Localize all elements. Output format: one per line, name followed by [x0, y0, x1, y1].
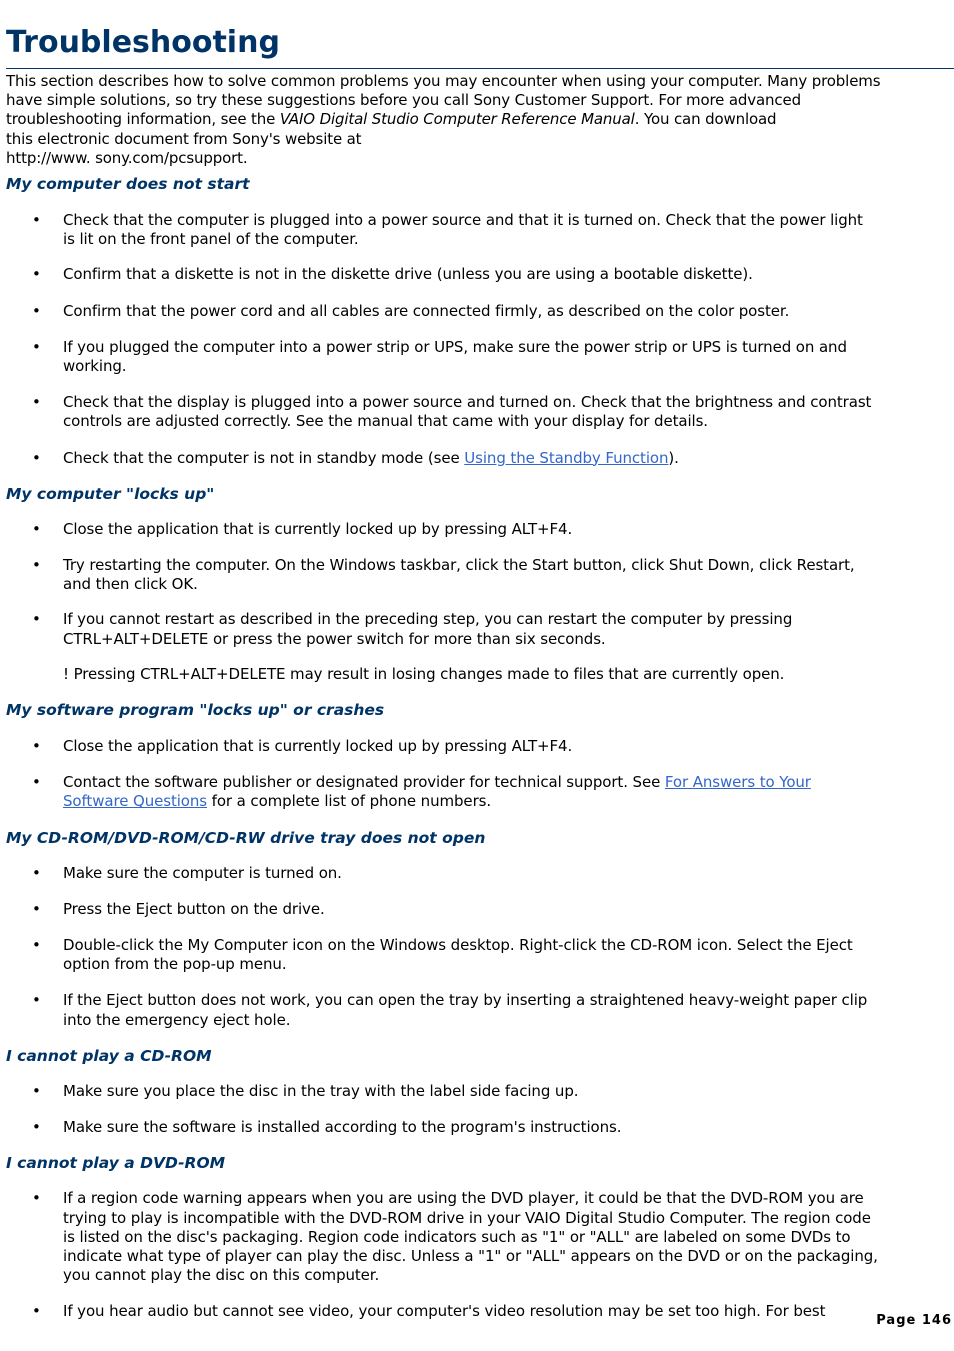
list-item: [6, 520, 948, 539]
software-questions-link[interactable]: For Answers to Your: [664, 773, 811, 792]
section-heading-locks-up: My computer "locks up": [6, 484, 215, 503]
bullet-icon: •: [32, 393, 41, 412]
list-item: [6, 610, 948, 648]
item-text: CTRL+ALT+DELETE or press the power switch for more than six seconds.: [63, 629, 606, 648]
bullet-icon: •: [32, 265, 41, 284]
bullet-icon: •: [32, 519, 41, 538]
page-title: Troubleshooting: [6, 25, 280, 60]
intro-line: This section describes how to solve common problems you may encounter when using your computer. Many problems: [6, 72, 881, 90]
bullet-icon: •: [32, 1302, 41, 1321]
bullet-icon: •: [32, 1189, 41, 1208]
bullet-icon: •: [32, 737, 41, 756]
list-item: [6, 338, 948, 376]
intro-line: this electronic document from Sony's website at: [6, 129, 362, 148]
list-item: [6, 1302, 948, 1321]
bullet-icon: •: [32, 773, 41, 792]
item-text: is lit on the front panel of the computer.: [63, 230, 359, 249]
item-text: If you plugged the computer into a power strip or UPS, make sure the power strip or UPS is turned on and: [63, 337, 847, 356]
intro-line: have simple solutions, so try these suggestions before you call Sony Customer Support. For more advanced: [6, 91, 801, 110]
standby-function-link[interactable]: Using the Standby Function: [464, 448, 669, 467]
item-text: If a region code warning appears when you are using the DVD player, it could be that the DVD-ROM you are: [63, 1189, 864, 1208]
item-text: [63, 792, 948, 811]
item-text: and then click OK.: [63, 575, 198, 594]
item-text: Try restarting the computer. On the Windows taskbar, click the Start button, click Shut Down, click Restart,: [63, 556, 855, 575]
item-text-part: for a complete list of phone numbers.: [207, 792, 492, 811]
list-dvdrom: [6, 1189, 948, 1321]
bullet-icon: •: [32, 899, 41, 918]
item-text-part: ).: [668, 448, 679, 467]
bullet-icon: •: [32, 610, 41, 629]
list-item: [6, 773, 948, 811]
manual-title: VAIO Digital Studio Computer Reference Manual: [279, 110, 635, 129]
item-text: is listed on the disc's packaging. Region code indicators such as "1" or "ALL" are labeled on some DVDs to: [63, 1227, 851, 1246]
list-item: [6, 1082, 948, 1101]
section-heading-cdrom: I cannot play a CD-ROM: [6, 1046, 212, 1065]
section-heading-dvdrom: I cannot play a DVD-ROM: [6, 1154, 226, 1173]
item-text: working.: [63, 357, 127, 376]
bullet-icon: •: [32, 301, 41, 320]
item-text: option from the pop-up menu.: [63, 955, 287, 974]
section-heading-software-crash: My software program "locks up" or crashes: [6, 701, 385, 720]
intro-text: . You can download: [634, 110, 777, 129]
title-divider: [6, 68, 954, 69]
list-item: [6, 556, 948, 594]
item-text-part: Contact the software publisher or designated provider for technical support. See: [63, 773, 665, 792]
item-text: Confirm that a diskette is not in the diskette drive (unless you are using a bootable diskette).: [63, 265, 753, 284]
section-heading-tray: My CD-ROM/DVD-ROM/CD-RW drive tray does not open: [6, 828, 486, 847]
list-item: [6, 393, 948, 431]
page-number: Page 146: [876, 1313, 952, 1328]
bullet-icon: •: [32, 863, 41, 882]
list-item: [6, 265, 948, 284]
bullet-icon: •: [32, 1118, 41, 1137]
list-does-not-start: [6, 211, 948, 468]
list-item: [6, 936, 948, 974]
list-item: [6, 991, 948, 1029]
bullet-icon: •: [32, 448, 41, 467]
list-item: [6, 900, 948, 919]
list-item: [6, 1189, 948, 1285]
list-item: [6, 1118, 948, 1137]
item-text: Check that the display is plugged into a power source and turned on. Check that the brightness and contrast: [63, 393, 872, 412]
item-text: Close the application that is currently locked up by pressing ALT+F4.: [63, 737, 573, 756]
section-heading-does-not-start: My computer does not start: [6, 175, 250, 194]
list-item: [6, 864, 948, 883]
bullet-icon: •: [32, 936, 41, 955]
item-text: Check that the computer is plugged into a power source and that it is turned on. Check that the power light: [63, 211, 863, 230]
item-text: If you hear audio but cannot see video, your computer's video resolution may be set too high. For best: [63, 1302, 826, 1321]
bullet-icon: •: [32, 1081, 41, 1100]
item-text: Double-click the My Computer icon on the Windows desktop. Right-click the CD-ROM icon. Select the Eject: [63, 936, 853, 955]
warning-note: ! Pressing CTRL+ALT+DELETE may result in losing changes made to files that are currently open.: [63, 664, 785, 683]
bullet-icon: •: [32, 991, 41, 1010]
item-text: indicate what type of player can play the disc. Unless a "1" or "ALL" appears on the DVD or on the packaging,: [63, 1246, 878, 1265]
intro-paragraph: [6, 72, 948, 168]
list-item: [6, 211, 948, 249]
list-item: [6, 449, 948, 468]
item-text: Make sure you place the disc in the tray with the label side facing up.: [63, 1081, 579, 1100]
list-tray: [6, 864, 948, 1030]
item-text: Close the application that is currently locked up by pressing ALT+F4.: [63, 519, 573, 538]
item-text: Confirm that the power cord and all cables are connected firmly, as described on the color poster.: [63, 301, 790, 320]
list-item: [6, 302, 948, 321]
item-text: If the Eject button does not work, you can open the tray by inserting a straightened heavy-weight paper clip: [63, 991, 868, 1010]
item-text: trying to play is incompatible with the DVD-ROM drive in your VAIO Digital Studio Computer. The region code: [63, 1208, 871, 1227]
list-software-crash: [6, 737, 948, 812]
bullet-icon: •: [32, 337, 41, 356]
item-text: Press the Eject button on the drive.: [63, 899, 325, 918]
intro-text: troubleshooting information, see the: [6, 110, 280, 129]
item-text: If you cannot restart as described in the preceding step, you can restart the computer by pressing: [63, 610, 793, 629]
item-text: controls are adjusted correctly. See the manual that came with your display for details.: [63, 412, 708, 431]
item-text: you cannot play the disc on this computer.: [63, 1266, 380, 1285]
list-locks-up: [6, 520, 948, 649]
item-text: into the emergency eject hole.: [63, 1010, 291, 1029]
intro-line: [6, 110, 948, 129]
bullet-icon: •: [32, 556, 41, 575]
list-item: [6, 737, 948, 756]
intro-line: http://www. sony.com/pcsupport.: [6, 148, 248, 167]
bullet-icon: •: [32, 211, 41, 230]
document-page: [6, 0, 948, 1322]
item-text: [63, 449, 948, 468]
list-cdrom: [6, 1082, 948, 1137]
item-text-part: Check that the computer is not in standby mode (see: [63, 448, 465, 467]
item-text: [63, 773, 948, 792]
item-text: Make sure the software is installed according to the program's instructions.: [63, 1118, 622, 1137]
software-questions-link[interactable]: Software Questions: [63, 792, 207, 811]
item-text: Make sure the computer is turned on.: [63, 863, 342, 882]
